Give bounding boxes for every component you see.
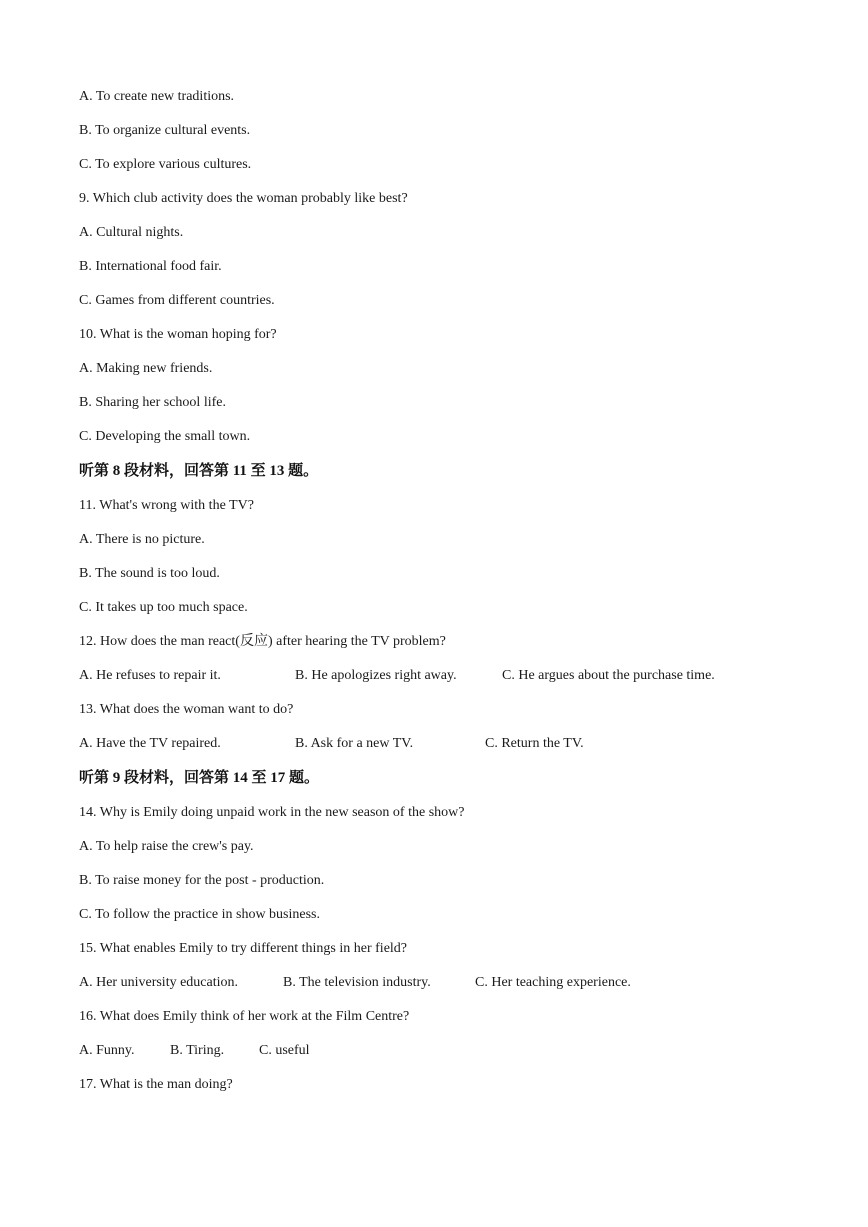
option-a-q14: A. To help raise the crew's pay. [79, 839, 254, 854]
options-row-q13 [0, 735, 868, 753]
question-13: 13. What does the woman want to do? [79, 702, 294, 717]
option-b-q12: B. He apologizes right away. [295, 668, 457, 683]
option-a-q8: A. To create new traditions. [79, 89, 235, 104]
option-b-q15: B. The television industry. [283, 975, 431, 990]
section-heading-9: 听第 9 段材料，回答第 14 至 17 题。 [79, 770, 320, 786]
option-c-q12: C. He argues about the purchase time. [502, 668, 715, 683]
options-row-q16 [0, 1042, 868, 1060]
options-row-q12 [0, 667, 868, 685]
option-c-q11: C. It takes up too much space. [79, 600, 248, 615]
option-c-q13: C. Return the TV. [485, 736, 584, 751]
question-16: 16. What does Emily think of her work at the Film Centre? [79, 1009, 410, 1024]
option-c-q16: C. useful [259, 1043, 310, 1058]
question-12: 12. How does the man react(反应) after hearing the TV problem? [79, 634, 446, 649]
option-a-q15: A. Her university education. [79, 975, 239, 990]
option-a-q9: A. Cultural nights. [79, 225, 184, 240]
question-9: 9. Which club activity does the woman probably like best? [79, 191, 408, 206]
option-c-q10: C. Developing the small town. [79, 429, 251, 444]
section-heading-8: 听第 8 段材料，回答第 11 至 13 题。 [79, 463, 319, 479]
option-b-q9: B. International food fair. [79, 259, 222, 274]
option-b-q10: B. Sharing her school life. [79, 395, 226, 410]
option-b-q11: B. The sound is too loud. [79, 566, 220, 581]
option-b-q13: B. Ask for a new TV. [295, 736, 414, 751]
option-c-q8: C. To explore various cultures. [79, 157, 252, 172]
question-10: 10. What is the woman hoping for? [79, 327, 277, 342]
question-17: 17. What is the man doing? [79, 1077, 233, 1092]
question-14: 14. Why is Emily doing unpaid work in the new season of the show? [79, 805, 465, 820]
option-c-q14: C. To follow the practice in show business. [79, 907, 321, 922]
option-b-q8: B. To organize cultural events. [79, 123, 251, 138]
option-c-q15: C. Her teaching experience. [475, 975, 631, 990]
option-b-q16: B. Tiring. [170, 1043, 225, 1058]
question-15: 15. What enables Emily to try different things in her field? [79, 941, 408, 956]
question-11: 11. What's wrong with the TV? [79, 498, 254, 513]
option-a-q13: A. Have the TV repaired. [79, 736, 221, 751]
option-b-q14: B. To raise money for the post - production. [79, 873, 325, 888]
options-row-q15 [0, 974, 868, 992]
option-c-q9: C. Games from different countries. [79, 293, 275, 308]
option-a-q16: A. Funny. [79, 1043, 135, 1058]
option-a-q11: A. There is no picture. [79, 532, 205, 547]
option-a-q12: A. He refuses to repair it. [79, 668, 221, 683]
option-a-q10: A. Making new friends. [79, 361, 213, 376]
